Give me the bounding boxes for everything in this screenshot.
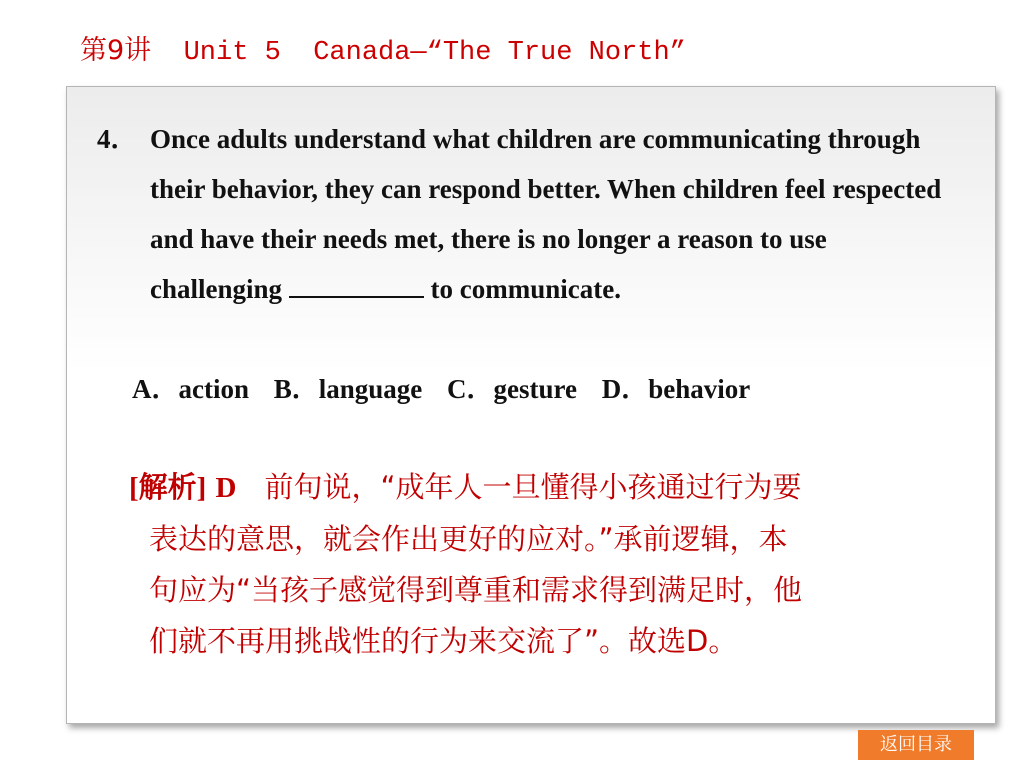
back-to-contents-button[interactable]: 返回目录 (858, 730, 974, 760)
option-a: A．action (132, 374, 249, 404)
analysis-line-3: 句应为“当孩子感觉得到尊重和需求得到满足时，他 (149, 573, 803, 607)
question-card (66, 86, 996, 724)
analysis-tag: [解析] (129, 472, 207, 504)
page-title (80, 30, 686, 70)
option-b: B．language (273, 374, 423, 404)
option-d: D．behavior (601, 374, 751, 404)
analysis-block (129, 462, 949, 667)
lesson-label: 第9讲 (80, 35, 152, 66)
analysis-answer: D (215, 472, 237, 504)
unit-title: Unit 5 Canada—“The True North” (151, 38, 686, 68)
question-stem (150, 114, 950, 314)
analysis-line-4: 们就不再用挑战性的行为来交流了”。故选D。 (149, 624, 738, 658)
analysis-line-1: 前句说，“成年人一旦懂得小孩通过行为要 (264, 470, 802, 504)
analysis-line-2: 表达的意思，就会作出更好的应对。”承前逻辑，本 (149, 522, 788, 556)
stem-after-blank: to communicate. (423, 274, 621, 304)
question-number: 4． (97, 124, 138, 154)
option-c: C．gesture (447, 374, 578, 404)
answer-blank (289, 274, 424, 298)
question-block (97, 114, 977, 314)
answer-options (132, 364, 768, 414)
stem-before-blank: Once adults understand what children are communicating through their behavior, they can respond better. When children feel respected and have their needs met, there is no longer a reason to use challenging (150, 124, 942, 304)
